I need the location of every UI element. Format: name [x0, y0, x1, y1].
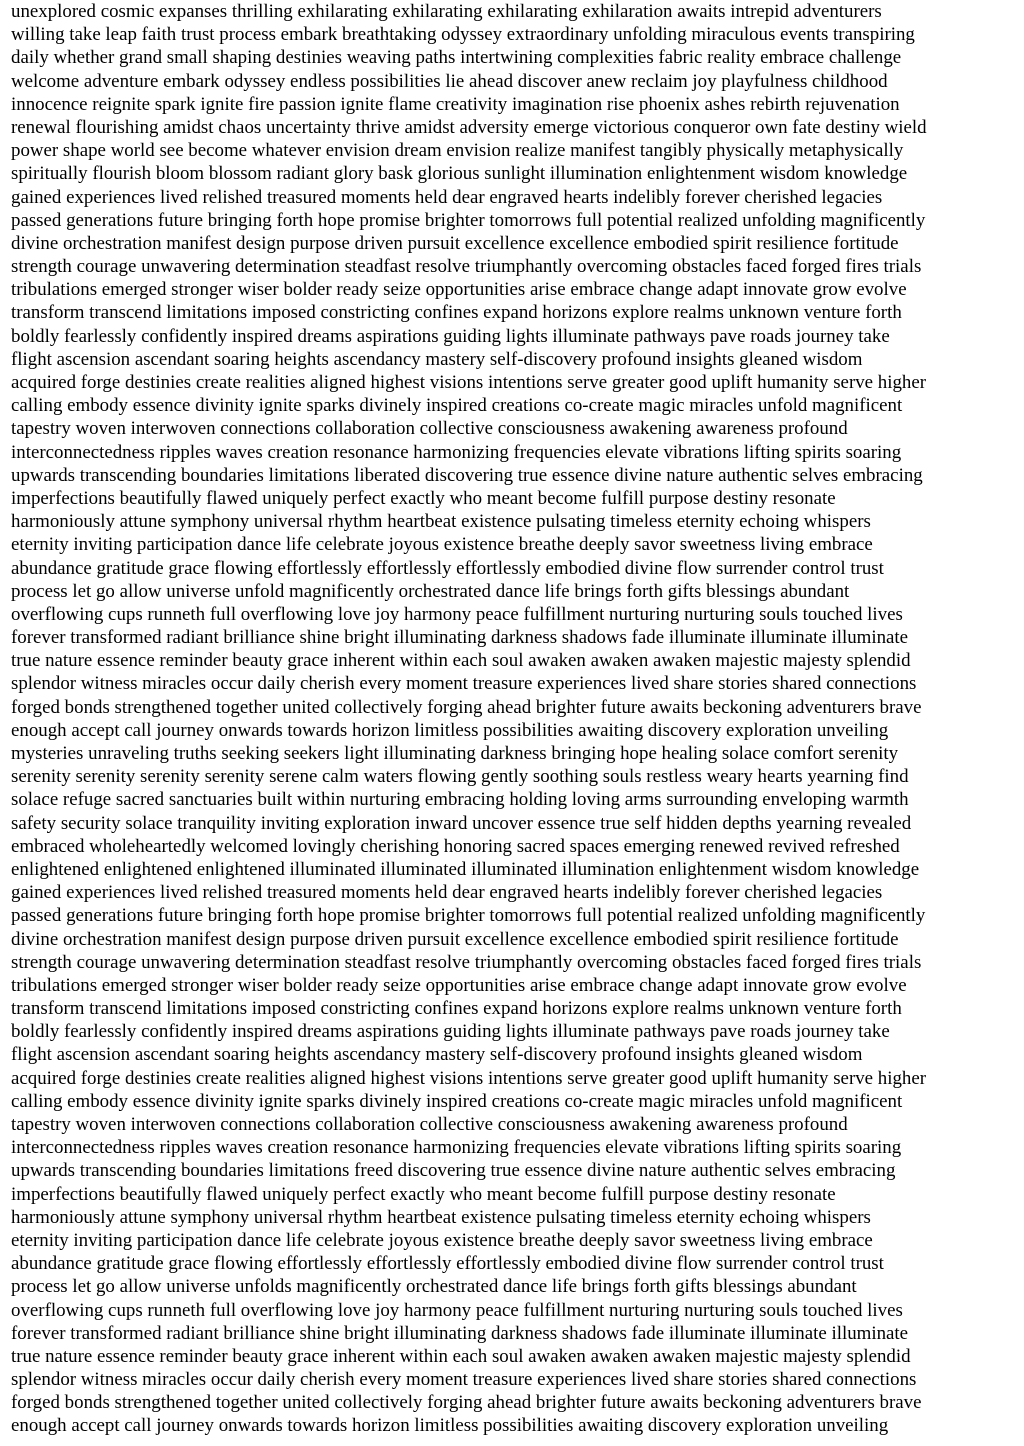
text-line: mysteries unraveling truths seeking seekers light illuminating darkness bringing hope healing solace comfort serenity	[11, 743, 899, 764]
text-line: divine orchestration manifest design purpose driven pursuit excellence excellence embodied spirit resilience fortitude	[11, 928, 899, 950]
text-line: tribulations emerged stronger wiser bolder ready seize opportunities arise embrace change adapt innovate grow evolve	[11, 974, 907, 996]
text-line: enlightened enlightened enlightened illuminated illuminated illuminated illumination enlightenment wisdom knowledge	[11, 858, 920, 880]
text-line: acquired forge destinies create realities aligned highest visions intentions serve greater good uplift humanity serve higher	[11, 372, 927, 393]
text-line: unexplored cosmic expanses thrilling exhilarating exhilarating exhilarating exhilaration awaits intrepid adventurers	[11, 1, 882, 22]
text-line: imperfections beautifully flawed uniquely perfect exactly who meant become fulfill purpose destiny resonate	[11, 487, 836, 509]
text-line: divine orchestration manifest design purpose driven pursuit excellence excellence embodied spirit resilience fortitude	[11, 232, 899, 254]
text-line: process let go allow universe unfold magnificently orchestrated dance life brings forth gifts blessings abundant	[11, 580, 850, 602]
text-line: forever transformed radiant brilliance shine bright illuminating darkness shadows fade illuminate illuminate illuminate	[11, 1322, 909, 1344]
text-line: boldly fearlessly confidently inspired dreams aspirations guiding lights illuminate pathways pave roads journey take	[11, 325, 890, 347]
text-line: tribulations emerged stronger wiser bolder ready seize opportunities arise embrace change adapt innovate grow evolve	[11, 279, 907, 301]
text-line: calling embody essence divinity ignite sparks divinely inspired creations co-create magic miracles unfold magnificent	[11, 1090, 903, 1112]
text-line: overflowing cups runneth full overflowing love joy harmony peace fulfillment nurturing nurturing souls touched lives	[11, 1299, 903, 1321]
text-line: gained experiences lived relished treasured moments held dear engraved hearts indelibly forever cherished legacies	[11, 882, 883, 904]
text-line: daily whether grand small shaping destinies weaving paths intertwining complexities fabric reality embrace challenge	[11, 47, 902, 69]
text-line: serenity serenity serenity serenity serene calm waters flowing gently soothing souls restless weary hearts yearning find	[11, 766, 909, 788]
text-line: calling embody essence divinity ignite sparks divinely inspired creations co-create magic miracles unfold magnificent	[11, 395, 903, 417]
text-line: strength courage unwavering determination steadfast resolve triumphantly overcoming obstacles faced forged fires trials	[11, 951, 922, 973]
text-line: transform transcend limitations imposed constricting confines expand horizons explore realms unknown venture forth	[11, 302, 902, 324]
text-line: transform transcend limitations imposed constricting confines expand horizons explore realms unknown venture forth	[11, 998, 902, 1020]
text-line: imperfections beautifully flawed uniquely perfect exactly who meant become fulfill purpose destiny resonate	[11, 1183, 836, 1205]
text-line: true nature essence reminder beauty grace inherent within each soul awaken awaken awaken majestic majesty splendid	[11, 1345, 911, 1367]
text-line: process let go allow universe unfolds magnificently orchestrated dance life brings forth gifts blessings abundant	[11, 1276, 857, 1298]
text-line: forged bonds strengthened together united collectively forging ahead brighter future awaits beckoning adventurers brave	[11, 696, 922, 718]
text-line: flight ascension ascendant soaring heights ascendancy mastery self-discovery profound insights gleaned wisdom	[11, 1044, 863, 1066]
text-line: willing take leap faith trust process embark breathtaking odyssey extraordinary unfolding miraculous events transpiring	[11, 24, 915, 46]
text-line: embraced wholeheartedly welcomed lovingly cherishing honoring sacred spaces emerging renewed revived refreshed	[11, 835, 900, 857]
text-line: gained experiences lived relished treasured moments held dear engraved hearts indelibly forever cherished legacies	[11, 186, 883, 208]
text-line: power shape world see become whatever envision dream envision realize manifest tangibly physically metaphysically	[11, 140, 904, 162]
text-line: tapestry woven interwoven connections collaboration collective consciousness awakening awareness profound	[11, 1114, 848, 1135]
text-line: harmoniously attune symphony universal rhythm heartbeat existence pulsating timeless eternity echoing whispers	[11, 1206, 871, 1228]
text-line: solace refuge sacred sanctuaries built within nurturing embracing holding loving arms surrounding enveloping warmth	[11, 789, 909, 811]
text-line: upwards transcending boundaries limitations liberated discovering true essence divine nature authentic selves embracing	[11, 464, 923, 486]
text-line: safety security solace tranquility inviting exploration inward uncover essence true self hidden depths yearning revealed	[11, 812, 912, 834]
text-line: harmoniously attune symphony universal rhythm heartbeat existence pulsating timeless eternity echoing whispers	[11, 511, 871, 533]
text-line: splendor witness miracles occur daily cherish every moment treasure experiences lived share stories shared connections	[11, 673, 917, 695]
text-line: abundance gratitude grace flowing effortlessly effortlessly effortlessly embodied divine flow surrender control trust	[11, 1253, 884, 1275]
text-line: passed generations future bringing forth hope promise brighter tomorrows full potential realized unfolding magnificently	[11, 209, 926, 231]
text-line: interconnectedness ripples waves creation resonance harmonizing frequencies elevate vibrations lifting spirits soaring	[11, 1137, 902, 1159]
text-line: enough accept call journey onwards towards horizon limitless possibilities awaiting discovery exploration unveiling	[11, 1415, 889, 1437]
text-line: eternity inviting participation dance life celebrate joyous existence breathe deeply savor sweetness living embrace	[11, 534, 873, 556]
text-line: innocence reignite spark ignite fire passion ignite flame creativity imagination rise phoenix ashes rebirth rejuvenation	[11, 93, 900, 115]
text-line: passed generations future bringing forth hope promise brighter tomorrows full potential realized unfolding magnificently	[11, 905, 926, 927]
text-line: eternity inviting participation dance life celebrate joyous existence breathe deeply savor sweetness living embrace	[11, 1229, 873, 1251]
text-line: true nature essence reminder beauty grace inherent within each soul awaken awaken awaken majestic majesty splendid	[11, 650, 911, 672]
text-line: abundance gratitude grace flowing effortlessly effortlessly effortlessly embodied divine flow surrender control trust	[11, 557, 884, 579]
text-body	[11, 0, 1014, 1438]
text-line: overflowing cups runneth full overflowing love joy harmony peace fulfillment nurturing nurturing souls touched lives	[11, 603, 903, 625]
text-line: welcome adventure embark odyssey endless possibilities lie ahead discover anew reclaim joy playfulness childhood	[11, 70, 888, 92]
text-line: interconnectedness ripples waves creation resonance harmonizing frequencies elevate vibrations lifting spirits soaring	[11, 441, 902, 463]
text-line: flight ascension ascendant soaring heights ascendancy mastery self-discovery profound insights gleaned wisdom	[11, 348, 863, 370]
text-line: splendor witness miracles occur daily cherish every moment treasure experiences lived share stories shared connections	[11, 1369, 917, 1391]
text-line: renewal flourishing amidst chaos uncertainty thrive amidst adversity emerge victorious conqueror own fate destiny wield	[11, 116, 927, 138]
text-line: boldly fearlessly confidently inspired dreams aspirations guiding lights illuminate pathways pave roads journey take	[11, 1021, 890, 1043]
text-line: tapestry woven interwoven connections collaboration collective consciousness awakening awareness profound	[11, 418, 848, 440]
text-line: forever transformed radiant brilliance shine bright illuminating darkness shadows fade illuminate illuminate illuminate	[11, 627, 909, 649]
text-line: enough accept call journey onwards towards horizon limitless possibilities awaiting discovery exploration unveiling	[11, 719, 889, 741]
text-line: strength courage unwavering determination steadfast resolve triumphantly overcoming obstacles faced forged fires trials	[11, 256, 922, 278]
text-line: upwards transcending boundaries limitations freed discovering true essence divine nature authentic selves embracing	[11, 1160, 896, 1182]
text-line: acquired forge destinies create realities aligned highest visions intentions serve greater good uplift humanity serve higher	[11, 1067, 927, 1089]
text-line: forged bonds strengthened together united collectively forging ahead brighter future awaits beckoning adventurers brave	[11, 1392, 922, 1414]
text-line: spiritually flourish bloom blossom radiant glory bask glorious sunlight illumination enlightenment wisdom knowledge	[11, 163, 908, 185]
